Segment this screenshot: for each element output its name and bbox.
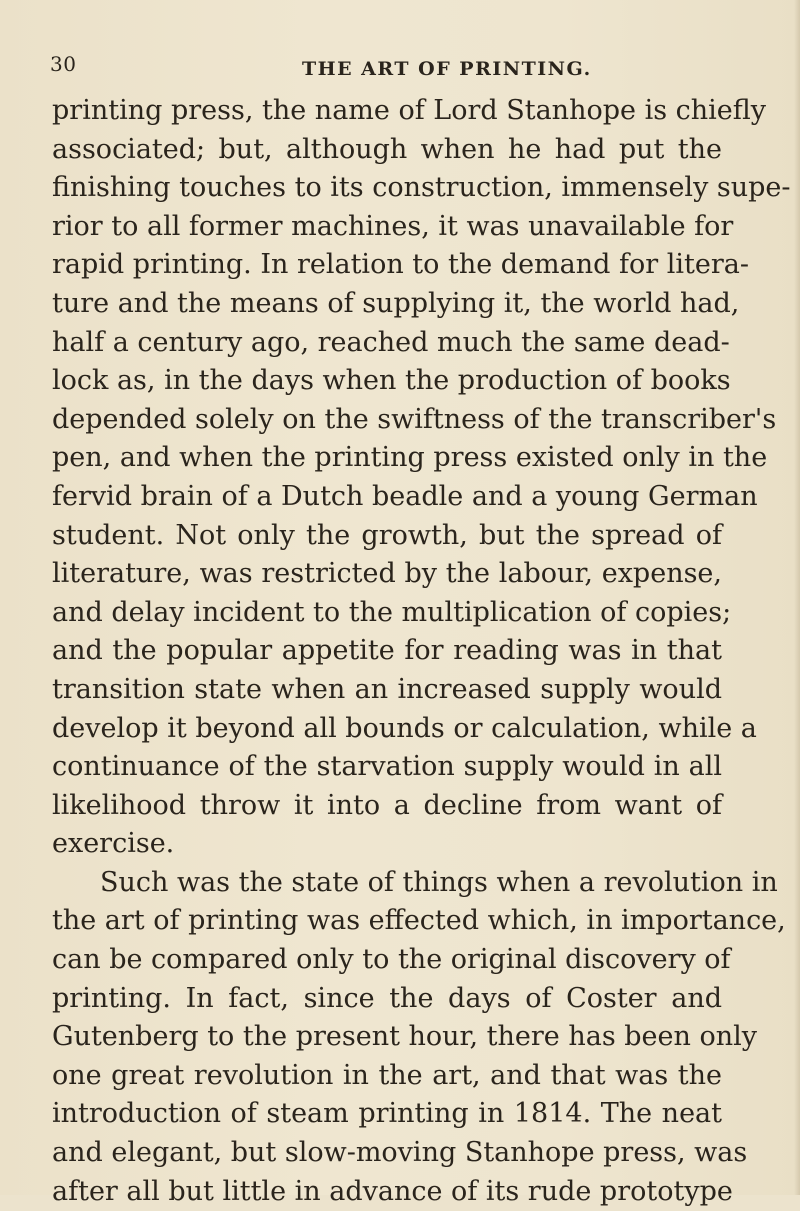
text-line: Gutenberg to the present hour, there has been only bbox=[52, 1021, 758, 1053]
text-line: ture and the means of supplying it, the world had, bbox=[52, 287, 740, 319]
text-line: transition state when an increased supply would bbox=[52, 673, 722, 705]
page-header bbox=[50, 52, 710, 88]
text-line: rapid printing. In relation to the demand for litera- bbox=[52, 249, 749, 281]
page-edge-shadow bbox=[794, 0, 800, 1195]
page-number: 30 bbox=[50, 52, 77, 76]
text-line: introduction of steam printing in 1814. The neat bbox=[52, 1098, 722, 1130]
paragraph-end-line: exercise. bbox=[52, 828, 175, 860]
paragraph-first-line: Such was the state of things when a revolution in bbox=[100, 866, 778, 898]
text-line: finishing touches to its construction, immensely supe- bbox=[52, 172, 791, 204]
text-line: printing. In fact, since the days of Coster and bbox=[52, 982, 722, 1014]
text-line: fervid brain of a Dutch beadle and a young German bbox=[52, 480, 758, 512]
text-line: one great revolution in the art, and that was the bbox=[52, 1059, 722, 1091]
running-head: THE ART OF PRINTING. bbox=[302, 58, 592, 80]
text-line: likelihood throw it into a decline from want of bbox=[52, 789, 722, 821]
text-line: after all but little in advance of its rude prototype bbox=[52, 1175, 733, 1207]
text-line: and delay incident to the multiplication of copies; bbox=[52, 596, 732, 628]
text-line: lock as, in the days when the production of books bbox=[52, 365, 731, 397]
text-line: continuance of the starvation supply would in all bbox=[52, 751, 722, 783]
text-line: can be compared only to the original discovery of bbox=[52, 944, 731, 976]
text-line: associated; but, although when he had put the bbox=[52, 133, 722, 165]
text-line: rior to all former machines, it was unavailable for bbox=[52, 210, 734, 242]
text-line: and the popular appetite for reading was in that bbox=[52, 635, 722, 667]
text-line: literature, was restricted by the labour, expense, bbox=[52, 558, 722, 590]
text-line: and elegant, but slow-moving Stanhope press, was bbox=[52, 1137, 748, 1169]
body-text bbox=[52, 92, 791, 1211]
text-line: develop it beyond all bounds or calculation, while a bbox=[52, 712, 757, 744]
text-line: pen, and when the printing press existed only in the bbox=[52, 442, 768, 474]
text-line: depended solely on the swiftness of the transcriber's bbox=[52, 403, 777, 435]
text-line: student. Not only the growth, but the spread of bbox=[52, 519, 722, 551]
text-line: the art of printing was effected which, in importance, bbox=[52, 905, 786, 937]
text-line: half a century ago, reached much the same dead- bbox=[52, 326, 730, 358]
text-line: printing press, the name of Lord Stanhope is chiefly bbox=[52, 95, 767, 126]
